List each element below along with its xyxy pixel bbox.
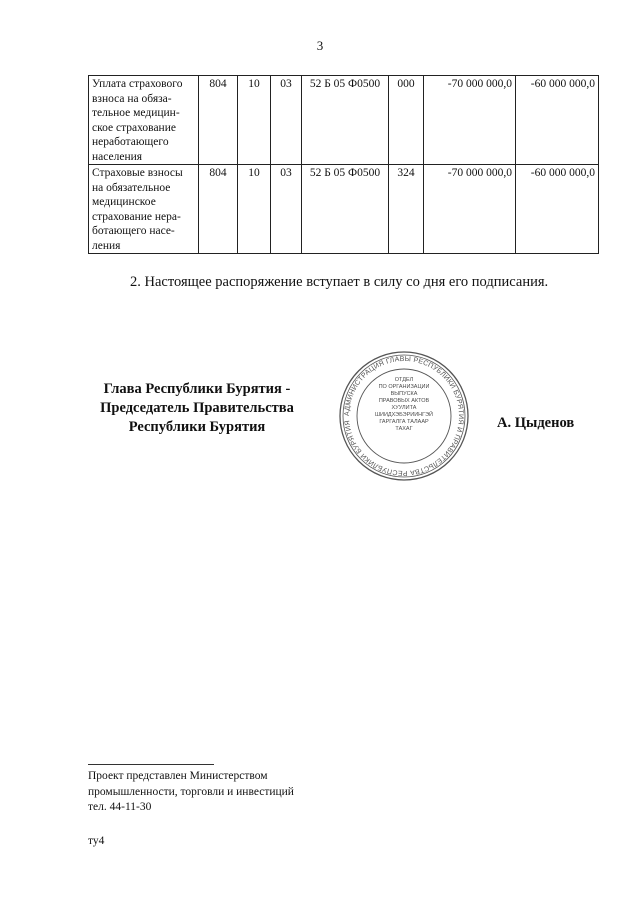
seal-text-line: ШИИДХЭБЭРИИНГЭЙ xyxy=(374,412,434,418)
table-cell-subsection: 03 xyxy=(271,165,302,254)
seal-center-text xyxy=(366,377,442,433)
table-cell-name: Страховые взносы на обязательное медицинское страхование нера-ботающего насе-ления xyxy=(89,165,199,254)
effective-clause: 2. Настоящее распоряжение вступает в силу со дня его подписания. xyxy=(130,274,549,290)
seal-text-line: ГАРГАЛГА ТАЛААР xyxy=(379,419,429,425)
table-cell-sum2: -60 000 000,0 xyxy=(516,76,599,165)
table-cell-sum1: -70 000 000,0 xyxy=(424,76,516,165)
table-cell-ministry: 804 xyxy=(199,76,238,165)
signatory-title-line: Председатель Правительства xyxy=(100,400,294,416)
budget-table xyxy=(88,75,599,254)
seal-text-line: ПРАВОВЫХ АКТОВ xyxy=(378,398,430,404)
seal-text-line: ПО ОРГАНИЗАЦИИ xyxy=(378,384,430,390)
seal-text-line: ВЫПУСКА xyxy=(390,391,418,397)
seal-text-line: ТАХАГ xyxy=(395,426,413,432)
page-number: 3 xyxy=(316,38,324,53)
footnote-line: промышленности, торговли и инвестиций xyxy=(88,785,294,798)
table-cell-sum1: -70 000 000,0 xyxy=(424,165,516,254)
table-cell-section: 10 xyxy=(238,165,271,254)
seal-text-line: ОТДЕЛ xyxy=(394,377,414,383)
table-cell-expense-type: 000 xyxy=(389,76,424,165)
seal-text-line: ХУУЛИТА xyxy=(391,405,417,411)
table-cell-target: 52 Б 05 Ф0500 xyxy=(302,76,389,165)
table-cell-target: 52 Б 05 Ф0500 xyxy=(302,165,389,254)
table-cell-sum2: -60 000 000,0 xyxy=(516,165,599,254)
table-cell-expense-type: 324 xyxy=(389,165,424,254)
signatory-name: А. Цыденов xyxy=(497,415,575,431)
table-cell-section: 10 xyxy=(238,76,271,165)
table-cell-ministry: 804 xyxy=(199,165,238,254)
table-cell-subsection: 03 xyxy=(271,76,302,165)
footnote xyxy=(88,769,294,816)
table-cell-name: Уплата страхового взноса на обяза-тельное медицин-ское страхование неработающего населения xyxy=(89,76,199,165)
signatory-title-line: Глава Республики Бурятия - xyxy=(103,381,291,397)
footnote-line: Проект представлен Министерством xyxy=(88,770,268,782)
signatory-title xyxy=(88,380,306,437)
seal-ring-textpath: АДМИНИСТРАЦИЯ ГЛАВЫ РЕСПУБЛИКИ БУРЯТИЯ И ПРАВИТЕЛЬСТВА РЕСПУБЛИКИ БУРЯТИЯ xyxy=(343,355,465,477)
document-code: ту4 xyxy=(88,835,105,847)
signatory-title-line: Республики Бурятия xyxy=(128,419,266,435)
table-row xyxy=(89,165,599,254)
footnote-line: тел. 44-11-30 xyxy=(88,801,152,813)
footnote-divider xyxy=(88,764,214,765)
table-row xyxy=(89,76,599,165)
